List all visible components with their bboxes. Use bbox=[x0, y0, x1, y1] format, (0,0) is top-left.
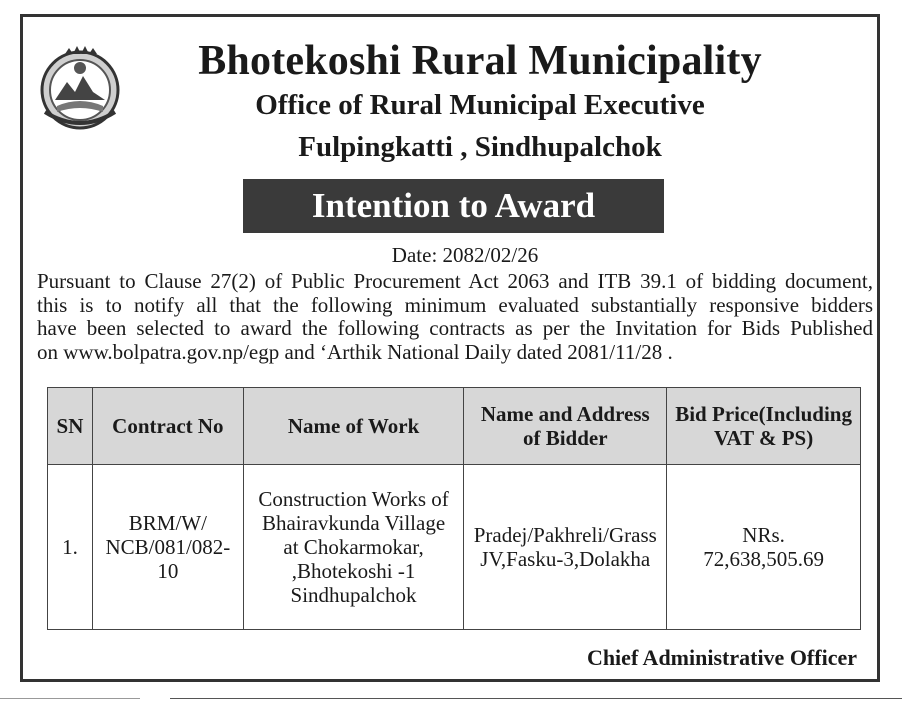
bidder-line: JV,Fasku-3,Dolakha bbox=[480, 547, 651, 571]
cell-contract-no bbox=[92, 465, 243, 630]
work-line: ,Bhotekoshi -1 bbox=[291, 559, 416, 583]
office-subtitle: Office of Rural Municipal Executive bbox=[255, 89, 705, 121]
municipality-title: Bhotekoshi Rural Municipality bbox=[198, 38, 762, 84]
award-table-header-row bbox=[48, 388, 861, 465]
price-line: NRs. bbox=[742, 523, 785, 547]
header-bidder bbox=[464, 388, 667, 465]
cell-bidder bbox=[464, 465, 667, 630]
header-bidder-line: Name and Address bbox=[480, 402, 650, 426]
notice-date: Date: 2082/02/26 bbox=[391, 243, 539, 267]
bidder-line: Pradej/Pakhreli/Grass bbox=[473, 523, 657, 547]
signatory-title: Chief Administrative Officer bbox=[586, 645, 857, 670]
contract-line: BRM/W/ bbox=[128, 511, 207, 535]
work-line: Sindhupalchok bbox=[290, 583, 417, 607]
page-divider bbox=[170, 698, 902, 699]
header-name-of-work: Name of Work bbox=[243, 388, 464, 465]
table-row bbox=[48, 465, 861, 630]
notice-body-line: have been selected to award the following contracts as per the Invitation for Bids Published bbox=[37, 316, 873, 340]
contract-line: 10 bbox=[157, 559, 179, 583]
notice-body-line: this is to notify all that the following minimum evaluated substantially responsive bidders bbox=[37, 292, 873, 317]
work-line: at Chokarmokar, bbox=[283, 535, 424, 559]
page-divider bbox=[0, 698, 140, 699]
cell-name-of-work bbox=[243, 465, 464, 630]
notice-frame bbox=[20, 14, 880, 682]
notice-heading-banner: Intention to Award bbox=[243, 179, 664, 233]
header-price-line: Bid Price(Including bbox=[675, 402, 852, 426]
header-bidder-line: of Bidder bbox=[522, 426, 608, 450]
cell-bid-price bbox=[667, 465, 861, 630]
price-line: 72,638,505.69 bbox=[703, 547, 824, 571]
header-bid-price bbox=[667, 388, 861, 465]
contract-line: NCB/081/082- bbox=[105, 535, 231, 559]
cell-sn: 1. bbox=[48, 465, 93, 630]
work-line: Construction Works of bbox=[258, 487, 449, 511]
award-table bbox=[47, 387, 861, 630]
header-price-line: VAT & PS) bbox=[714, 426, 814, 450]
notice-body-line: Pursuant to Clause 27(2) of Public Procurement Act 2063 and ITB 39.1 of bidding document, bbox=[37, 269, 873, 293]
header-sn: SN bbox=[48, 388, 93, 465]
notice-body-line: on www.bolpatra.gov.np/egp and ‘Arthik National Daily dated 2081/11/28 . bbox=[37, 339, 673, 364]
office-location: Fulpingkatti , Sindhupalchok bbox=[298, 131, 662, 163]
notice-body bbox=[37, 270, 873, 364]
work-line: Bhairavkunda Village bbox=[261, 511, 446, 535]
header-contract-no: Contract No bbox=[92, 388, 243, 465]
